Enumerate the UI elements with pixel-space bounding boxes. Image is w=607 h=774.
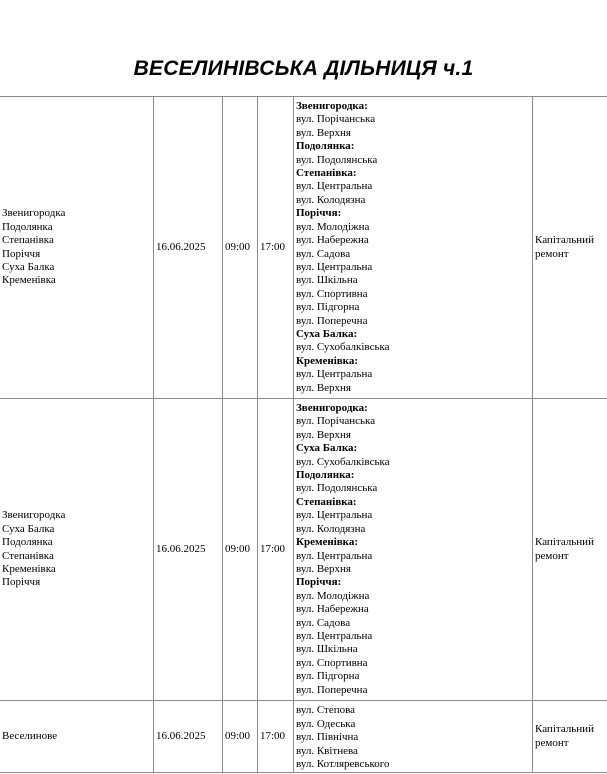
list-item: Поріччя: [2, 576, 41, 589]
list-item: Кременівка: [2, 274, 56, 287]
street-name: вул. Центральна: [296, 509, 373, 522]
street-name: вул. Підгорна: [296, 670, 360, 683]
street-name: вул. Подолянська: [296, 153, 378, 166]
table-row: [0, 97, 607, 399]
street-name: вул. Набережна: [296, 603, 369, 616]
list-item: Суха Балка: [2, 260, 55, 273]
list-item: ремонт: [535, 736, 569, 749]
village-heading: Подолянка:: [296, 140, 355, 153]
end-time-cell: 17:00: [258, 97, 294, 399]
village-heading: Степанівка:: [296, 495, 357, 508]
list-item: Звенигородка: [2, 509, 66, 522]
street-name: вул. Набережна: [296, 234, 369, 247]
street-name: вул. Поперечна: [296, 314, 368, 327]
street-name: вул. Шкільна: [296, 274, 358, 287]
settlements-cell: [0, 399, 154, 701]
list-item: Капітальний: [535, 536, 594, 549]
date-cell: 16.06.2025: [154, 97, 223, 399]
streets-cell: [294, 399, 533, 701]
list-item: Степанівка: [2, 549, 54, 562]
village-heading: Суха Балка:: [296, 327, 358, 340]
street-name: вул. Центральна: [296, 629, 373, 642]
settlements-cell: [0, 701, 154, 773]
street-name: вул. Одеська: [296, 717, 356, 730]
list-item: ремонт: [535, 549, 569, 562]
street-name: вул. Степова: [296, 704, 356, 717]
street-name: вул. Центральна: [296, 180, 373, 193]
work-type-cell: [533, 701, 607, 773]
street-name: вул. Молодіжна: [296, 589, 370, 602]
streets-cell: [294, 701, 533, 773]
table-row: [0, 701, 607, 773]
village-heading: Кременівка:: [296, 536, 359, 549]
village-heading: Кременівка:: [296, 354, 359, 367]
street-name: вул. Садова: [296, 616, 351, 629]
street-name: вул. Верхня: [296, 562, 351, 575]
street-name: вул. Колодязна: [296, 522, 366, 535]
work-type-cell: [533, 97, 607, 399]
village-heading: Звенигородка:: [296, 100, 368, 113]
street-name: вул. Подолянська: [296, 482, 378, 495]
street-name: вул. Квітнева: [296, 744, 358, 757]
street-name: вул. Верхня: [296, 126, 351, 139]
work-type-cell: [533, 399, 607, 701]
date-cell: 16.06.2025: [154, 701, 223, 773]
street-name: вул. Котляревського: [296, 758, 390, 771]
street-name: вул. Спортивна: [296, 287, 368, 300]
list-item: Звенигородка: [2, 207, 66, 220]
page-title: ВЕСЕЛИНІВСЬКА ДІЛЬНИЦЯ ч.1: [133, 57, 474, 80]
list-item: Капітальний: [535, 234, 594, 247]
street-name: вул. Центральна: [296, 368, 373, 381]
list-item: Кременівка: [2, 562, 56, 575]
street-name: вул. Молодіжна: [296, 220, 370, 233]
list-item: Суха Балка: [2, 522, 55, 535]
street-name: вул. Спортивна: [296, 656, 368, 669]
street-name: вул. Порічанська: [296, 113, 376, 126]
street-name: вул. Колодязна: [296, 193, 366, 206]
village-heading: Степанівка:: [296, 167, 357, 180]
street-name: вул. Верхня: [296, 381, 351, 394]
village-heading: Подолянка:: [296, 469, 355, 482]
village-heading: Поріччя:: [296, 207, 342, 220]
list-item: Подолянка: [2, 220, 53, 233]
start-time-cell: 09:00: [223, 701, 258, 773]
list-item: Капітальний: [535, 723, 594, 736]
street-name: вул. Верхня: [296, 428, 351, 441]
list-item: ремонт: [535, 247, 569, 260]
street-name: вул. Шкільна: [296, 643, 358, 656]
street-name: вул. Садова: [296, 247, 351, 260]
streets-cell: [294, 97, 533, 399]
list-item: Веселинове: [2, 729, 58, 742]
street-name: вул. Підгорна: [296, 301, 360, 314]
list-item: Степанівка: [2, 234, 54, 247]
list-item: Подолянка: [2, 536, 53, 549]
start-time-cell: 09:00: [223, 97, 258, 399]
street-name: вул. Центральна: [296, 549, 373, 562]
date-cell: 16.06.2025: [154, 399, 223, 701]
schedule-body: [0, 97, 607, 773]
end-time-cell: 17:00: [258, 399, 294, 701]
street-name: вул. Сухобалківська: [296, 455, 390, 468]
village-heading: Звенигородка:: [296, 402, 368, 415]
street-name: вул. Центральна: [296, 260, 373, 273]
village-heading: Суха Балка:: [296, 442, 358, 455]
street-name: вул. Північна: [296, 731, 359, 744]
list-item: Поріччя: [2, 247, 41, 260]
end-time-cell: 17:00: [258, 701, 294, 773]
street-name: вул. Сухобалківська: [296, 341, 390, 354]
settlements-cell: [0, 97, 154, 399]
village-heading: Поріччя:: [296, 576, 342, 589]
outage-schedule-table: [0, 96, 607, 773]
street-name: вул. Порічанська: [296, 415, 376, 428]
street-name: вул. Поперечна: [296, 683, 368, 696]
start-time-cell: 09:00: [223, 399, 258, 701]
table-row: [0, 399, 607, 701]
